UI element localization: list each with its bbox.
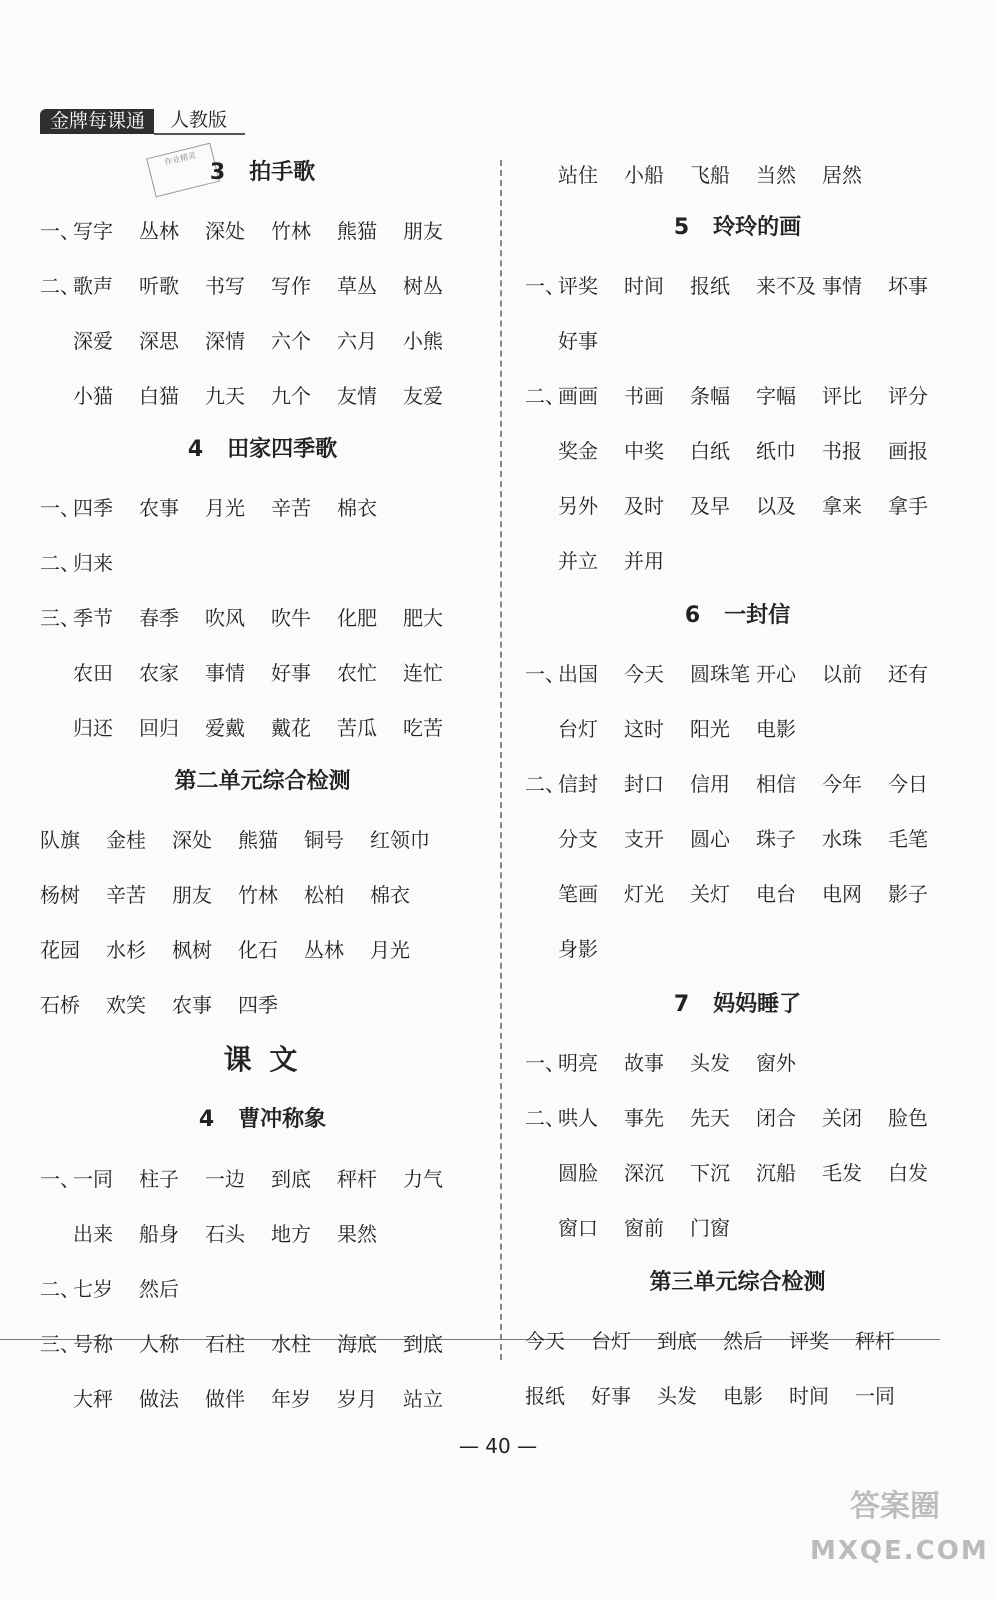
- answer-word: 水柱: [271, 1331, 311, 1356]
- lesson-title: 一封信: [724, 603, 791, 628]
- answer-word: 圆心: [690, 826, 730, 851]
- answer-word: 坏事: [888, 273, 928, 298]
- answer-word: 奖金: [558, 438, 598, 463]
- answer-word: 到底: [271, 1166, 311, 1191]
- answer-word: 出来: [73, 1221, 113, 1246]
- word-row: [40, 209, 485, 249]
- answer-word: 电影: [756, 716, 796, 741]
- answer-word: 队旗: [40, 827, 80, 852]
- answer-word: 秤杆: [337, 1166, 377, 1191]
- answer-word: 今日: [888, 771, 928, 796]
- word-row: [40, 1157, 485, 1197]
- lesson-title: 课 文: [223, 1043, 302, 1076]
- answer-word: 六月: [337, 328, 377, 353]
- answer-word: 飞船: [690, 162, 730, 187]
- answer-word: 当然: [756, 162, 796, 187]
- answer-word: 小熊: [403, 328, 443, 353]
- answer-word: 归还: [73, 715, 113, 740]
- answer-word: 明亮: [558, 1050, 598, 1075]
- answer-word: 深处: [172, 827, 212, 852]
- answer-word: 毛发: [822, 1160, 862, 1185]
- answer-word: 农田: [73, 660, 113, 685]
- question-marker: 二、: [525, 383, 565, 408]
- answer-word: 朋友: [403, 218, 443, 243]
- watermark-line2: MXQE.COM: [810, 1536, 989, 1566]
- answer-word: 开心: [756, 661, 796, 686]
- answer-word: 另外: [558, 493, 598, 518]
- answer-word: 信封: [558, 771, 598, 796]
- answer-word: 果然: [337, 1221, 377, 1246]
- answer-word: 笔画: [558, 881, 598, 906]
- word-row: [40, 319, 485, 359]
- answer-word: 纸巾: [756, 438, 796, 463]
- watermark-logo: [810, 1485, 989, 1595]
- answer-word: 好事: [271, 660, 311, 685]
- question-marker: 一、: [40, 218, 80, 243]
- column-divider: [500, 160, 502, 1360]
- answer-word: 人称: [139, 1331, 179, 1356]
- answer-word: 年岁: [271, 1386, 311, 1411]
- word-row: [40, 706, 485, 746]
- word-row: [40, 596, 485, 636]
- section-title: [40, 1100, 485, 1140]
- answer-word: 归来: [73, 550, 113, 575]
- answer-word: 春季: [139, 605, 179, 630]
- lesson-number: 6: [684, 603, 701, 628]
- answer-word: 灯光: [624, 881, 664, 906]
- section-title: [525, 1263, 950, 1303]
- answer-word: 这时: [624, 716, 664, 741]
- word-row: [40, 374, 485, 414]
- answer-word: 农家: [139, 660, 179, 685]
- question-marker: 二、: [40, 550, 80, 575]
- word-row: [525, 1041, 950, 1081]
- answer-word: 下沉: [690, 1160, 730, 1185]
- answer-word: 信用: [690, 771, 730, 796]
- answer-word: 先天: [690, 1105, 730, 1130]
- answer-word: 阳光: [690, 716, 730, 741]
- answer-word: 窗外: [756, 1050, 796, 1075]
- answer-word: 书画: [624, 383, 664, 408]
- answer-word: 哄人: [558, 1105, 598, 1130]
- word-row: [40, 1267, 485, 1307]
- answer-word: 竹林: [271, 218, 311, 243]
- answer-word: 圆珠笔: [690, 661, 750, 686]
- answer-word: 水珠: [822, 826, 862, 851]
- answer-word: 熊猫: [238, 827, 278, 852]
- answer-word: 农忙: [337, 660, 377, 685]
- word-row: [40, 486, 485, 526]
- answer-word: 事情: [822, 273, 862, 298]
- question-marker: 一、: [525, 273, 565, 298]
- answer-word: 拿手: [888, 493, 928, 518]
- answer-word: 评奖: [558, 273, 598, 298]
- answer-word: 好事: [558, 328, 598, 353]
- answer-word: 草丛: [337, 273, 377, 298]
- answer-word: 分支: [558, 826, 598, 851]
- answer-word: 小猫: [73, 383, 113, 408]
- word-row: [525, 817, 950, 857]
- answer-word: 头发: [657, 1383, 697, 1408]
- word-row: [40, 928, 485, 968]
- word-row: [40, 264, 485, 304]
- answer-word: 圆脸: [558, 1160, 598, 1185]
- answer-word: 棉衣: [370, 882, 410, 907]
- answer-word: 歌声: [73, 273, 113, 298]
- answer-word: 月光: [370, 937, 410, 962]
- answer-word: 四季: [238, 992, 278, 1017]
- question-marker: 二、: [525, 1105, 565, 1130]
- word-row: [525, 1151, 950, 1191]
- answer-word: 欢笑: [106, 992, 146, 1017]
- word-row: [525, 762, 950, 802]
- section-title: [525, 596, 950, 636]
- answer-word: 写作: [271, 273, 311, 298]
- answer-word: 七岁: [73, 1276, 113, 1301]
- answer-word: 做伴: [205, 1386, 245, 1411]
- answer-word: 一边: [205, 1166, 245, 1191]
- answer-word: 窗口: [558, 1215, 598, 1240]
- answer-word: 故事: [624, 1050, 664, 1075]
- answer-word: 电网: [822, 881, 862, 906]
- answer-word: 关灯: [690, 881, 730, 906]
- answer-word: 深思: [139, 328, 179, 353]
- answer-word: 号称: [73, 1331, 113, 1356]
- answer-word: 时间: [789, 1383, 829, 1408]
- word-row: [525, 429, 950, 469]
- answer-word: 然后: [723, 1328, 763, 1353]
- lesson-number: 7: [673, 992, 690, 1017]
- word-row: [40, 1212, 485, 1252]
- answer-word: 然后: [139, 1276, 179, 1301]
- answer-word: 柱子: [139, 1166, 179, 1191]
- answer-word: 电台: [756, 881, 796, 906]
- question-marker: 三、: [40, 1331, 80, 1356]
- answer-word: 友情: [337, 383, 377, 408]
- page-number: — 40 —: [458, 1434, 538, 1458]
- answer-word: 站立: [403, 1386, 443, 1411]
- answer-word: 来不及: [756, 273, 816, 298]
- answer-word: 一同: [73, 1166, 113, 1191]
- word-row: [525, 1374, 950, 1414]
- lesson-title: 玲玲的画: [713, 215, 802, 240]
- answer-word: 白纸: [690, 438, 730, 463]
- lesson-title: 拍手歌: [249, 160, 316, 185]
- answer-word: 四季: [73, 495, 113, 520]
- answer-word: 到底: [657, 1328, 697, 1353]
- answer-word: 农事: [172, 992, 212, 1017]
- answer-word: 月光: [205, 495, 245, 520]
- answer-word: 脸色: [888, 1105, 928, 1130]
- answer-word: 相信: [756, 771, 796, 796]
- answer-word: 评奖: [789, 1328, 829, 1353]
- answer-word: 农事: [139, 495, 179, 520]
- answer-word: 水杉: [106, 937, 146, 962]
- answer-word: 力气: [403, 1166, 443, 1191]
- answer-word: 以及: [756, 493, 796, 518]
- answer-word: 封口: [624, 771, 664, 796]
- lesson-title: 曹冲称象: [238, 1107, 327, 1132]
- answer-word: 事先: [624, 1105, 664, 1130]
- answer-word: 戴花: [271, 715, 311, 740]
- answer-word: 石桥: [40, 992, 80, 1017]
- answer-word: 支开: [624, 826, 664, 851]
- answer-word: 写字: [73, 218, 113, 243]
- answer-word: 吹风: [205, 605, 245, 630]
- word-row: [525, 484, 950, 524]
- word-row: [40, 1377, 485, 1417]
- answer-word: 友爱: [403, 383, 443, 408]
- answer-word: 花园: [40, 937, 80, 962]
- answer-word: 闭合: [756, 1105, 796, 1130]
- question-marker: 一、: [40, 495, 80, 520]
- answer-word: 拿来: [822, 493, 862, 518]
- answer-word: 字幅: [756, 383, 796, 408]
- answer-word: 六个: [271, 328, 311, 353]
- word-row: [40, 541, 485, 581]
- answer-word: 今天: [624, 661, 664, 686]
- answer-word: 化肥: [337, 605, 377, 630]
- answer-word: 条幅: [690, 383, 730, 408]
- edition-label: 人教版: [154, 108, 245, 135]
- answer-word: 关闭: [822, 1105, 862, 1130]
- lesson-title: 第二单元综合检测: [174, 769, 351, 794]
- word-row: [40, 651, 485, 691]
- word-row: [525, 707, 950, 747]
- word-row: [525, 1319, 950, 1359]
- word-row: [525, 652, 950, 692]
- word-row: [525, 319, 950, 359]
- answer-word: 及时: [624, 493, 664, 518]
- answer-word: 深爱: [73, 328, 113, 353]
- answer-word: 船身: [139, 1221, 179, 1246]
- answer-word: 深处: [205, 218, 245, 243]
- question-marker: 一、: [525, 1050, 565, 1075]
- answer-word: 辛苦: [106, 882, 146, 907]
- answer-word: 评分: [888, 383, 928, 408]
- answer-word: 地方: [271, 1221, 311, 1246]
- answer-word: 白猫: [139, 383, 179, 408]
- question-marker: 二、: [40, 273, 80, 298]
- answer-word: 吹牛: [271, 605, 311, 630]
- word-row: [525, 1206, 950, 1246]
- lesson-title: 田家四季歌: [227, 437, 338, 462]
- lesson-number: 4: [187, 437, 204, 462]
- brand-label: 金牌每课通: [40, 109, 154, 134]
- answer-word: 石头: [205, 1221, 245, 1246]
- answer-word: 一同: [855, 1383, 895, 1408]
- answer-word: 秤杆: [855, 1328, 895, 1353]
- answer-word: 石柱: [205, 1331, 245, 1356]
- answer-word: 到底: [403, 1331, 443, 1356]
- answer-word: 深沉: [624, 1160, 664, 1185]
- answer-word: 深情: [205, 328, 245, 353]
- answer-word: 铜号: [304, 827, 344, 852]
- answer-word: 站住: [558, 162, 598, 187]
- answer-word: 红领巾: [370, 827, 430, 852]
- answer-word: 还有: [888, 661, 928, 686]
- answer-word: 珠子: [756, 826, 796, 851]
- answer-word: 季节: [73, 605, 113, 630]
- stamp-text: 作业精灵: [163, 150, 197, 168]
- answer-word: 杨树: [40, 882, 80, 907]
- word-row: [40, 1322, 485, 1362]
- answer-word: 影子: [888, 881, 928, 906]
- answer-word: 以前: [822, 661, 862, 686]
- answer-word: 电影: [723, 1383, 763, 1408]
- answer-word: 海底: [337, 1331, 377, 1356]
- answer-word: 岁月: [337, 1386, 377, 1411]
- word-row: [525, 872, 950, 912]
- answer-word: 毛笔: [888, 826, 928, 851]
- answer-word: 评比: [822, 383, 862, 408]
- answer-word: 出国: [558, 661, 598, 686]
- answer-word: 事情: [205, 660, 245, 685]
- answer-word: 台灯: [558, 716, 598, 741]
- answer-word: 化石: [238, 937, 278, 962]
- answer-word: 金桂: [106, 827, 146, 852]
- word-row: [525, 927, 950, 967]
- question-marker: 二、: [40, 1276, 80, 1301]
- answer-word: 中奖: [624, 438, 664, 463]
- section-title: [40, 150, 485, 193]
- answer-word: 丛林: [139, 218, 179, 243]
- lesson-title: 妈妈睡了: [713, 992, 802, 1017]
- section-title: [525, 208, 950, 248]
- answer-word: 松柏: [304, 882, 344, 907]
- answer-word: 画画: [558, 383, 598, 408]
- answer-word: 九天: [205, 383, 245, 408]
- answer-word: 连忙: [403, 660, 443, 685]
- lesson-title: 第三单元综合检测: [649, 1270, 826, 1295]
- answer-word: 门窗: [690, 1215, 730, 1240]
- answer-word: 书报: [822, 438, 862, 463]
- answer-word: 并立: [558, 548, 598, 573]
- answer-word: 枫树: [172, 937, 212, 962]
- answer-word: 小船: [624, 162, 664, 187]
- section-title: [40, 762, 485, 802]
- answer-word: 做法: [139, 1386, 179, 1411]
- answer-word: 树丛: [403, 273, 443, 298]
- answer-word: 大秤: [73, 1386, 113, 1411]
- word-row: [525, 264, 950, 304]
- answer-word: 报纸: [690, 273, 730, 298]
- word-row: [525, 539, 950, 579]
- lesson-number: 3: [209, 160, 226, 185]
- answer-word: 身影: [558, 936, 598, 961]
- answer-word: 吃苦: [403, 715, 443, 740]
- answer-word: 画报: [888, 438, 928, 463]
- answer-word: 朋友: [172, 882, 212, 907]
- word-row: [525, 1096, 950, 1136]
- answer-word: 棉衣: [337, 495, 377, 520]
- section-title: [40, 1040, 485, 1080]
- answer-word: 报纸: [525, 1383, 565, 1408]
- question-marker: 一、: [40, 1166, 80, 1191]
- answer-word: 书写: [205, 273, 245, 298]
- answer-word: 苦瓜: [337, 715, 377, 740]
- answer-word: 居然: [822, 162, 862, 187]
- answer-word: 辛苦: [271, 495, 311, 520]
- word-row: [40, 818, 485, 858]
- answer-word: 头发: [690, 1050, 730, 1075]
- lesson-number: 5: [673, 215, 690, 240]
- answer-word: 熊猫: [337, 218, 377, 243]
- answer-word: 好事: [591, 1383, 631, 1408]
- answer-word: 肥大: [403, 605, 443, 630]
- answer-word: 并用: [624, 548, 664, 573]
- lesson-number: 4: [198, 1107, 215, 1132]
- answer-word: 时间: [624, 273, 664, 298]
- question-marker: 二、: [525, 771, 565, 796]
- answer-word: 回归: [139, 715, 179, 740]
- question-marker: 三、: [40, 605, 80, 630]
- answer-word: 及早: [690, 493, 730, 518]
- word-row: [40, 873, 485, 913]
- answer-word: 九个: [271, 383, 311, 408]
- question-marker: 一、: [525, 661, 565, 686]
- word-row: [525, 374, 950, 414]
- answer-word: 今天: [525, 1328, 565, 1353]
- watermark-line1: 答案圈: [850, 1489, 940, 1524]
- answer-word: 沉船: [756, 1160, 796, 1185]
- answer-word: 丛林: [304, 937, 344, 962]
- section-title: [40, 430, 485, 470]
- word-row: [525, 153, 950, 193]
- answer-word: 听歌: [139, 273, 179, 298]
- answer-word: 竹林: [238, 882, 278, 907]
- answer-word: 台灯: [591, 1328, 631, 1353]
- word-row: [40, 983, 485, 1023]
- header-badge: [40, 109, 245, 134]
- answer-word: 窗前: [624, 1215, 664, 1240]
- answer-word: 今年: [822, 771, 862, 796]
- answer-word: 爱戴: [205, 715, 245, 740]
- section-title: [525, 985, 950, 1025]
- answer-word: 白发: [888, 1160, 928, 1185]
